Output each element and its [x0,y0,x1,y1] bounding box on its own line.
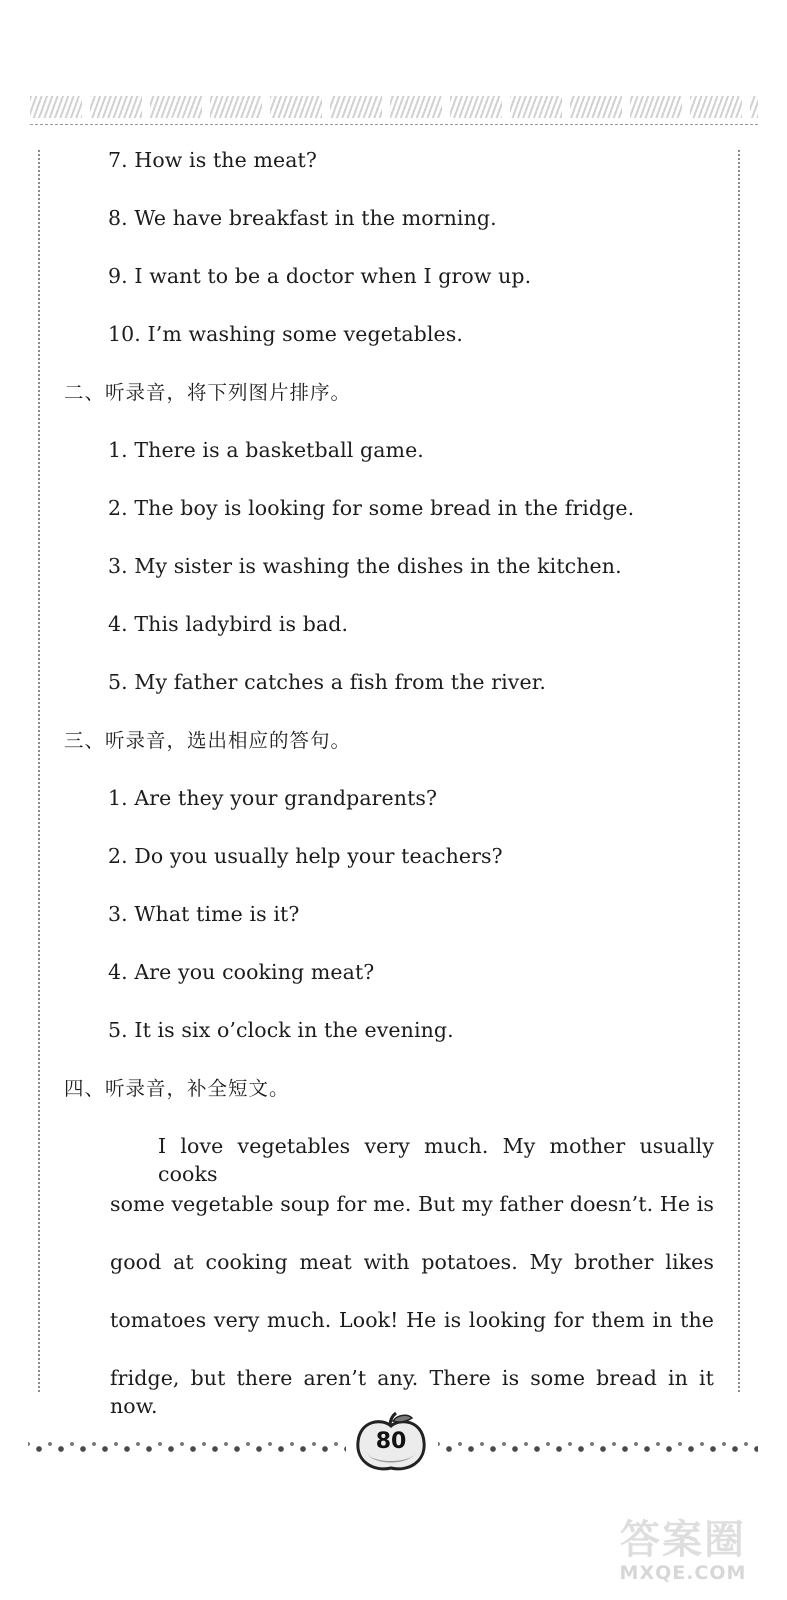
header-decoration-band [30,96,758,118]
listening-item: 1. There is a basketball game. [108,438,424,462]
listening-item: 3. What time is it? [108,902,300,926]
listening-item: 4. This ladybird is bad. [108,612,349,636]
listening-item: 7. How is the meat? [108,148,317,172]
watermark-site: MXQE.COM [619,1562,747,1584]
listening-item: 3. My sister is washing the dishes in the kitchen. [108,554,622,578]
left-dotted-border [38,150,40,1392]
listening-item: 10. I’m washing some vegetables. [108,322,464,346]
section-three-heading: 三、听录音，选出相应的答句。 [64,729,352,752]
section-four-heading: 四、听录音，补全短文。 [64,1077,290,1100]
listening-item: 2. Do you usually help your teachers? [108,844,503,868]
passage-line: I love vegetables very much. My mother usually cooks [158,1134,714,1186]
listening-item: 5. It is six o’clock in the evening. [108,1018,454,1042]
listening-item: 4. Are you cooking meat? [108,960,375,984]
section-two-heading: 二、听录音，将下列图片排序。 [64,381,352,404]
header-rule [30,124,758,125]
passage-line: good at cooking meat with potatoes. My brother likes [110,1250,714,1274]
page-number: 80 [375,1429,407,1454]
listening-item: 9. I want to be a doctor when I grow up. [108,264,532,288]
listening-item: 5. My father catches a fish from the river. [108,670,546,694]
footer-dots-right [438,1438,758,1452]
listening-item: 8. We have breakfast in the morning. [108,206,497,230]
listening-item: 2. The boy is looking for some bread in the fridge. [108,496,635,520]
passage-line: fridge, but there aren’t any. There is some bread in it now. [110,1366,714,1418]
right-dotted-border [738,150,740,1392]
footer-dots-left [28,1438,346,1452]
passage-line: tomatoes very much. Look! He is looking for them in the [110,1308,714,1332]
listening-item: 1. Are they your grandparents? [108,786,438,810]
watermark-title: 答案圈 [620,1517,746,1563]
passage-line: some vegetable soup for me. But my father doesn’t. He is [110,1192,714,1216]
